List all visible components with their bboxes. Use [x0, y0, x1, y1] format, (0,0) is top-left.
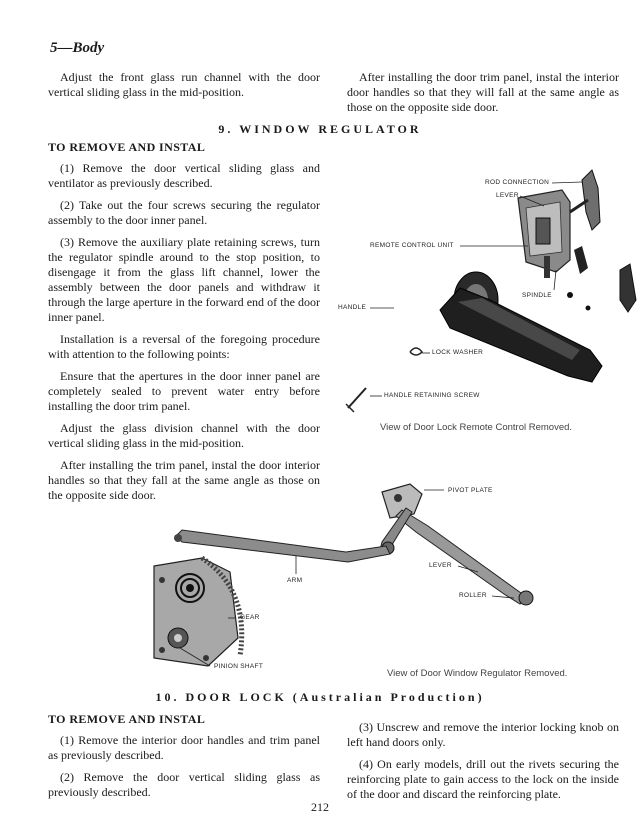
remote-control-illustration: [330, 150, 640, 440]
label-lever: LEVER: [429, 562, 452, 569]
top-right-paragraph: After installing the door trim panel, instal the interior door handles so that they will fall at the same angle as those on the opposite side door.: [347, 70, 619, 114]
section9-subheading: TO REMOVE AND INSTAL: [48, 140, 206, 154]
section10-para-3: (3) Unscrew and remove the interior locking knob on left hand doors only.: [347, 720, 619, 749]
figure2-caption: View of Door Window Regulator Removed.: [387, 668, 568, 679]
section9-column: [48, 140, 320, 510]
label-pivot-plate: PIVOT PLATE: [448, 487, 493, 494]
section9-para-3: (3) Remove the auxiliary plate retaining screws, turn the regulator spindle around to the stop position, to disengage it from the glass lift channel, lower the assembly between the door panels and withdraw it through the large aperture in the forward end of the door inner panel.: [48, 235, 320, 324]
section10-para-2: (2) Remove the door vertical sliding glass as previously described.: [48, 770, 320, 799]
label-pinion-shaft: PINION SHAFT: [214, 663, 264, 670]
section10-left-column: [48, 712, 320, 807]
section10-subheading: TO REMOVE AND INSTAL: [48, 712, 206, 726]
label-spindle: SPINDLE: [522, 292, 552, 299]
top-left-paragraph: Adjust the front glass run channel with the door vertical sliding glass in the mid-position.: [48, 70, 320, 99]
section-title-door-lock: 10. DOOR LOCK (Australian Production): [155, 690, 485, 704]
label-handle: HANDLE: [338, 304, 367, 311]
label-lock-washer: LOCK WASHER: [432, 349, 484, 356]
window-regulator-illustration: [110, 470, 620, 685]
label-gear: GEAR: [240, 614, 260, 621]
section9-para-4: Installation is a reversal of the foregoing procedure with attention to the following points:: [48, 332, 320, 361]
section9-para-2: (2) Take out the four screws securing the regulator assembly to the door inner panel.: [48, 198, 320, 227]
running-header: 5—Body: [50, 40, 105, 56]
section-title-window-regulator: 9. WINDOW REGULATOR: [218, 122, 422, 136]
section10-para-4: (4) On early models, drill out the rivets securing the reinforcing plate to gain access to the lock on the inside of the door and discard the reinforcing plate.: [347, 757, 619, 801]
figure1-caption: View of Door Lock Remote Control Removed.: [380, 422, 573, 433]
label-arm: ARM: [287, 577, 303, 584]
figure-window-regulator: [110, 470, 620, 685]
figure-remote-control: [330, 150, 640, 440]
label-handle-retaining-screw: HANDLE RETAINING SCREW: [384, 392, 480, 399]
section9-para-1: (1) Remove the door vertical sliding glass and ventilator as previously described.: [48, 161, 320, 190]
section9-para-5: Ensure that the apertures in the door inner panel are completely sealed to prevent water entry before installing the door trim panel.: [48, 369, 320, 413]
label-remote-control-unit: REMOTE CONTROL UNIT: [370, 242, 454, 249]
label-rod-connection: ROD CONNECTION: [485, 179, 550, 186]
section9-para-7: After installing the trim panel, instal the door interior handles so that they fall at the same angle as those on the opposite side door.: [48, 458, 320, 502]
section9-para-6: Adjust the glass division channel with the door vertical sliding glass in the mid-position.: [48, 421, 320, 450]
section10-right-column: [347, 720, 619, 809]
page-number: 212: [311, 800, 329, 814]
section10-para-1: (1) Remove the interior door handles and trim panel as previously described.: [48, 733, 320, 762]
label-lever: LEVER: [496, 192, 519, 199]
label-roller: ROLLER: [459, 592, 487, 599]
